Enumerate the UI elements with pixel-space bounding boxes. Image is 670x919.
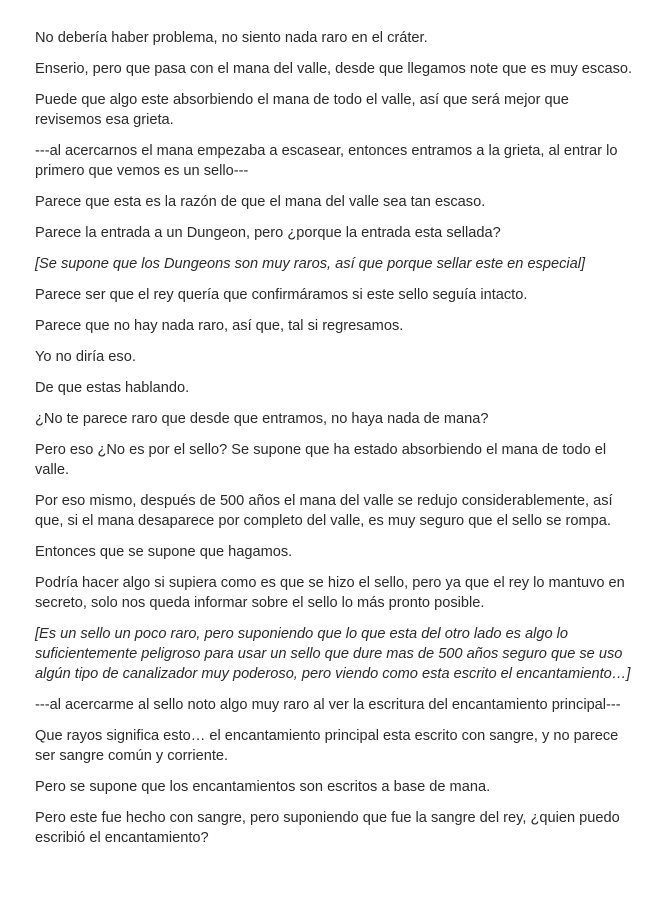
paragraph: Parece que no hay nada raro, así que, tal si regresamos. [35,318,404,334]
paragraph: No debería haber problema, no siento nada raro en el cráter. [35,30,428,46]
paragraph: Yo no diría eso. [35,349,136,365]
thought-paragraph: [Se supone que los Dungeons son muy raros, así que porque sellar este en especial] [35,256,586,272]
paragraph: Por eso mismo, después de 500 años el mana del valle se redujo considerablemente, así que, si el mana desaparece por completo del valle, es muy seguro que el sello se rompa. [35,493,613,529]
paragraph: Entonces que se supone que hagamos. [35,544,293,560]
paragraph: Parece que esta es la razón de que el mana del valle sea tan escaso. [35,194,486,210]
paragraph: Parece ser que el rey quería que confirmáramos si este sello seguía intacto. [35,287,528,303]
paragraph: Podría hacer algo si supiera como es que se hizo el sello, pero ya que el rey lo mantuvo en secreto, solo nos queda informar sobre el sello lo más pronto posible. [35,575,625,611]
paragraph: ---al acercarnos el mana empezaba a escasear, entonces entramos a la grieta, al entrar lo primero que vemos es un sello--- [35,143,618,179]
thought-paragraph: [Es un sello un poco raro, pero suponiendo que lo que esta del otro lado es algo lo suficientemente peligroso para usar un sello que dure mas de 500 años seguro que se uso algún tipo de canalizador muy poderoso, pero viendo como esta escrito el encantamiento…] [35,626,631,682]
document-page [35,28,635,859]
paragraph: Pero se supone que los encantamientos son escritos a base de mana. [35,779,491,795]
paragraph: Parece la entrada a un Dungeon, pero ¿porque la entrada esta sellada? [35,225,501,241]
paragraph: Puede que algo este absorbiendo el mana de todo el valle, así que será mejor que revisemos esa grieta. [35,92,569,128]
paragraph: Enserio, pero que pasa con el mana del valle, desde que llegamos note que es muy escaso. [35,61,633,77]
paragraph: Pero eso ¿No es por el sello? Se supone que ha estado absorbiendo el mana de todo el valle. [35,442,607,478]
paragraph: De que estas hablando. [35,380,190,396]
paragraph: Que rayos significa esto… el encantamiento principal esta escrito con sangre, y no parece ser sangre común y corriente. [35,728,619,764]
paragraph: ¿No te parece raro que desde que entramos, no haya nada de mana? [35,411,489,427]
paragraph: Pero este fue hecho con sangre, pero suponiendo que fue la sangre del rey, ¿quien puedo escribió el encantamiento? [35,810,620,846]
paragraph: ---al acercarme al sello noto algo muy raro al ver la escritura del encantamiento principal--- [35,697,621,713]
